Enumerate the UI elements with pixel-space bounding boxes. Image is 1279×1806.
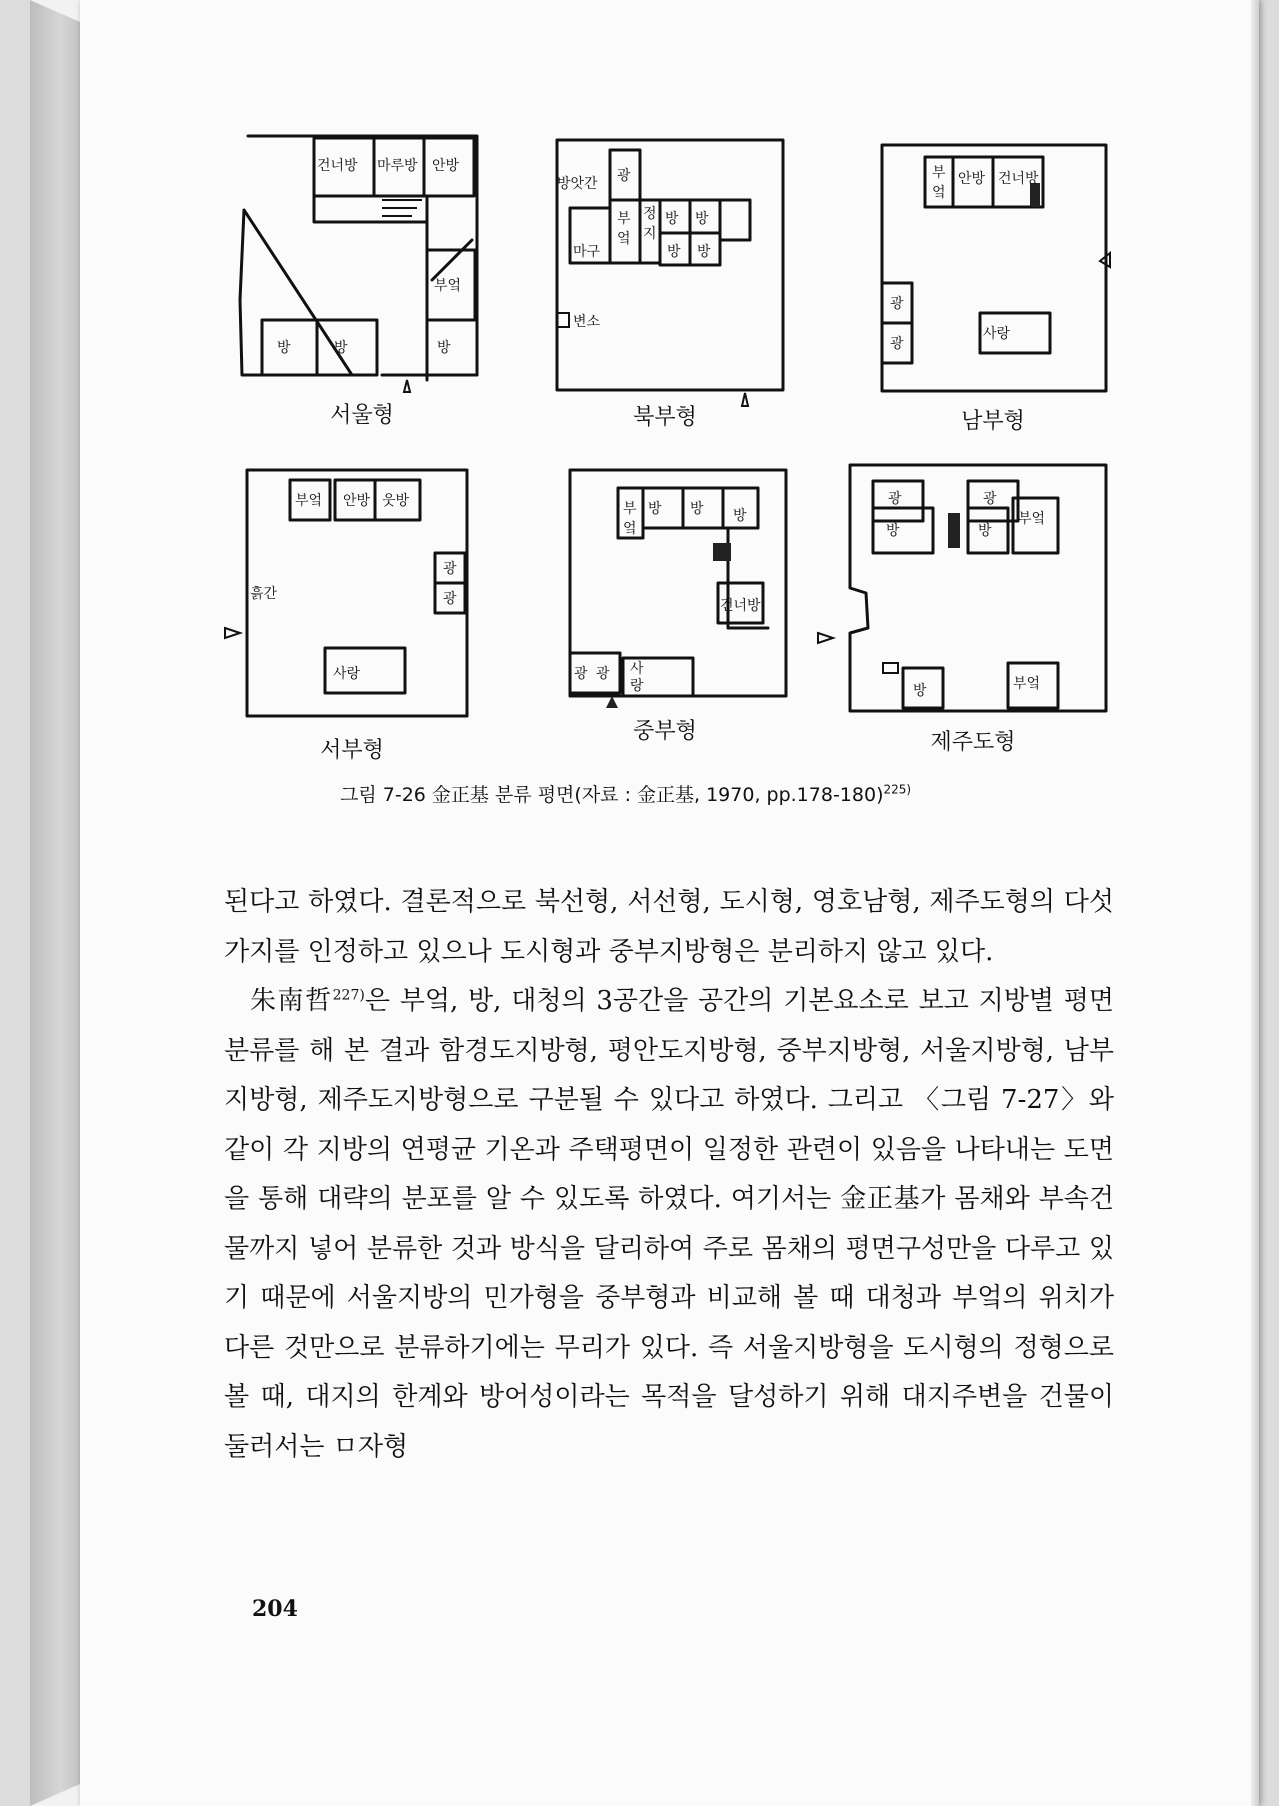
- plan-title-seoul: 서울형: [330, 403, 394, 428]
- room-label: 랑: [630, 678, 644, 694]
- body-text: [224, 878, 1114, 1472]
- room-label: 방: [695, 211, 709, 227]
- floor-plan-west: [245, 468, 470, 718]
- room-label: 광: [574, 666, 588, 682]
- room-label: 부엌: [295, 493, 323, 509]
- room-label: 지: [643, 226, 657, 242]
- room-label: 방: [437, 340, 451, 356]
- room-label: 부엌: [434, 278, 462, 294]
- author-name: 朱南哲: [250, 986, 333, 1016]
- room-label: 안방: [343, 493, 371, 509]
- room-label: 안방: [432, 158, 460, 174]
- room-label: 광: [443, 591, 457, 607]
- room-label: 웃방: [382, 493, 410, 509]
- room-label: 부엌: [1013, 676, 1041, 692]
- caption-text: 그림 7-26 金正基 분류 평면(자료 : 金正基, 1970, pp.178-180): [340, 784, 884, 806]
- room-label: 방: [913, 683, 927, 699]
- floor-plan-central: [568, 468, 788, 698]
- plan-title-jeju: 제주도형: [930, 730, 1016, 755]
- plan-title-north: 북부형: [633, 405, 697, 430]
- room-label: 방: [334, 340, 348, 356]
- room-label: 방: [667, 244, 681, 260]
- room-label: 부엌: [1018, 511, 1046, 527]
- room-label: 방: [665, 211, 679, 227]
- floor-plan-north: [555, 138, 785, 393]
- room-label: 마루방: [377, 158, 418, 174]
- room-label: 광: [443, 561, 457, 577]
- figure-caption: [340, 780, 911, 807]
- page-number: 204: [252, 1596, 298, 1622]
- room-label: 엌: [617, 231, 631, 247]
- paragraph: 된다고 하였다. 결론적으로 북선형, 서선형, 도시형, 영호남형, 제주도형의 다섯 가지를 인정하고 있으나 도시형과 중부지방형은 분리하지 않고 있다.: [224, 887, 1114, 967]
- room-label: 방: [648, 501, 662, 517]
- room-label: 부: [932, 165, 946, 181]
- room-label: 변소: [573, 314, 601, 330]
- plan-title-south: 남부형: [961, 409, 1025, 434]
- room-label: 광: [890, 336, 904, 352]
- room-label: 광: [617, 168, 631, 184]
- room-label: 광: [983, 491, 997, 507]
- room-label: 방: [978, 523, 992, 539]
- room-label: 마구: [573, 244, 601, 260]
- plan-title-west: 서부형: [320, 738, 384, 763]
- plan-title-central: 중부형: [633, 719, 697, 744]
- paragraph-text: 은 부엌, 방, 대청의 3공간을 공간의 기본요소로 보고 지방별 평면분류를 해 본 결과 함경도지방형, 평안도지방형, 중부지방형, 서울지방형, 남부지방형, 제주도지방형으로 구분될 수 있다고 하였다. 그리고 〈그림 7-27〉와 같이 각 지방의 연평균 기온과 주택평면이 일정한 관련이 있음을 나타내는 도면을 통해 대략의 분포를 알 수 있도록 하였다. 여기서는 金正基가 몸채와 부속건물까지 넣어 분류한 것과 방식을 달리하여 주로 몸채의 평면구성만을 다루고 있기 때문에 서울지방의 민가형을 중부형과 비교해 볼 때 대청과 부엌의 위치가 다른 것만으로 분류하기에는 무리가 있다. 즉 서울지방형을 도시형의 정형으로 볼 때, 대지의 한계와 방어성이라는 목적을 달성하기 위해 대지주변을 건물이 둘러서는 ㅁ자형: [224, 986, 1115, 1462]
- room-label: 건너방: [317, 158, 358, 174]
- floor-plan-seoul: [232, 130, 482, 380]
- room-label: 방: [886, 523, 900, 539]
- room-label: 흙간: [250, 586, 278, 602]
- room-label: 방: [690, 501, 704, 517]
- room-label: 광: [596, 666, 610, 682]
- footnote-ref: 227): [332, 987, 365, 1004]
- book-spine: [30, 0, 80, 1806]
- page-edge: [1251, 0, 1259, 1806]
- room-label: 부: [617, 211, 631, 227]
- room-label: 건너방: [720, 598, 761, 614]
- room-label: 사: [630, 661, 644, 677]
- floor-plan-jeju: [848, 463, 1108, 713]
- floor-plan-south: [880, 143, 1110, 393]
- room-label: 광: [888, 491, 902, 507]
- room-label: 방: [733, 508, 747, 524]
- room-label: 부: [623, 501, 637, 517]
- room-label: 엌: [932, 185, 946, 201]
- room-label: 안방: [958, 171, 986, 187]
- room-label: 건너방: [998, 171, 1039, 187]
- room-label: 광: [890, 296, 904, 312]
- room-label: 방앗간: [557, 176, 598, 192]
- room-label: 정: [643, 206, 657, 222]
- room-label: 방: [697, 244, 711, 260]
- room-label: 엌: [623, 521, 637, 537]
- room-label: 방: [277, 340, 291, 356]
- caption-footnote: 225): [883, 782, 912, 797]
- paragraph: [224, 977, 1114, 1472]
- room-label: 사랑: [333, 666, 361, 682]
- room-label: 사랑: [983, 326, 1011, 342]
